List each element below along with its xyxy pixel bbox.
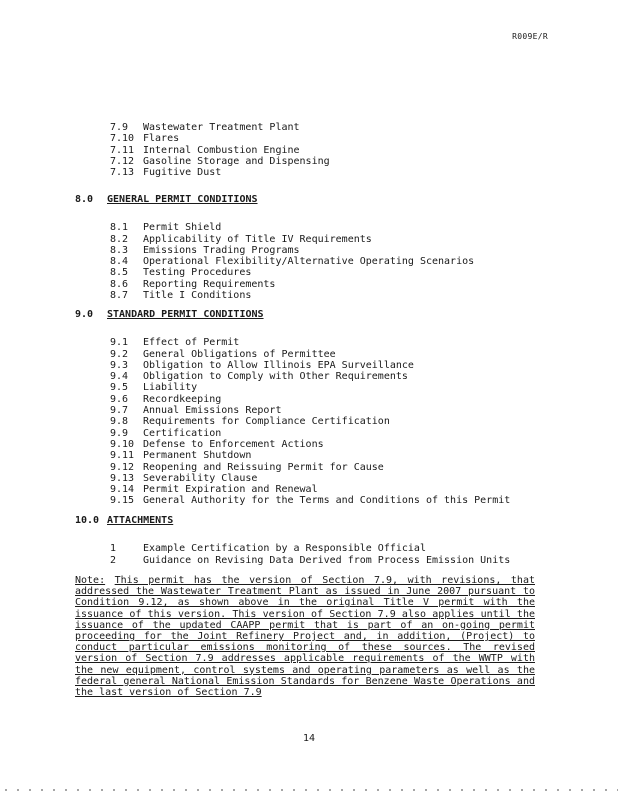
toc-item: 9.2 General Obligations of Permittee [110,348,336,360]
toc-item: 9.10 Defense to Enforcement Actions [110,438,324,450]
toc-item: 2 Guidance on Revising Data Derived from Process Emission Units [110,554,511,566]
toc-item: 9.15 General Authority for the Terms and Conditions of this Permit [110,495,511,507]
toc-item: 9.6 Recordkeeping [110,393,222,405]
note-label: Note: [75,575,106,586]
toc-item: 9.14 Permit Expiration and Renewal [110,484,318,496]
note-text: This permit has the version of Section 7.9, with revisions, that addressed the Wastewater Treatment Plant as issued in June 2007 pursuant to Condition 9.12, as shown above in the original Title V permit with the issuance of this version. This version of Section 7.9 also applies until the issuance of the updated CAAPP permit that is part of an on-going permit proceeding for the Joint Refinery Project and, in addition, (Project) to conduct particular emissions monitoring of these sources. The revised version of Section 7.9 addresses applicable requirements of the WWTP with the new equipment, control systems and operating parameters as well as the federal general National Emission Standards for Benzene Waste Operations and the last version of Section 7.9 [75,575,535,699]
toc-item: 7.10 Flares [110,133,180,145]
section-9 [75,309,575,507]
toc-item: 9.12 Reopening and Reissuing Permit for Cause [110,461,384,473]
toc-item: 8.3 Emissions Trading Programs [110,244,300,256]
toc-item: 9.13 Severability Clause [110,472,258,484]
section-7-continuation [75,122,575,178]
toc-item: 9.5 Liability [110,382,198,394]
toc-item: 8.2 Applicability of Title IV Requirements [110,233,372,245]
toc-item: 7.12 Gasoline Storage and Dispensing [110,155,330,167]
toc-item: 8.6 Reporting Requirements [110,278,276,290]
toc-item: 9.3 Obligation to Allow Illinois EPA Surveillance [110,359,414,371]
toc-item: 7.13 Fugitive Dust [110,167,222,179]
section-heading: 8.0 GENERAL PERMIT CONDITIONS [75,194,258,205]
toc-item: 8.1 Permit Shield [110,222,222,234]
page-number: 14 [302,733,316,744]
toc-item: 7.11 Internal Combustion Engine [110,144,300,156]
document-id-header: R009E/R [512,32,548,41]
toc-item: 9.7 Annual Emissions Report [110,405,282,417]
section-heading: 10.0 ATTACHMENTS [75,515,174,526]
toc-item: 9.9 Certification [110,427,222,439]
toc-item: 7.9 Wastewater Treatment Plant [110,122,300,133]
page-bottom-dotted-border [0,789,618,791]
toc-item: 9.11 Permanent Shutdown [110,450,252,462]
section-8 [75,194,575,301]
section-heading: 9.0 STANDARD PERMIT CONDITIONS [75,309,264,320]
toc-item: 1 Example Certification by a Responsible Official [110,543,426,555]
toc-item: 9.1 Effect of Permit [110,337,240,349]
toc-item: 9.4 Obligation to Comply with Other Requirements [110,371,408,383]
toc-item: 8.5 Testing Procedures [110,267,252,279]
toc-item: 8.7 Title I Conditions [110,290,252,302]
note-paragraph [75,575,535,698]
toc-item: 8.4 Operational Flexibility/Alternative Operating Scenarios [110,256,475,268]
toc-item: 9.8 Requirements for Compliance Certification [110,416,390,428]
section-10 [75,515,575,566]
